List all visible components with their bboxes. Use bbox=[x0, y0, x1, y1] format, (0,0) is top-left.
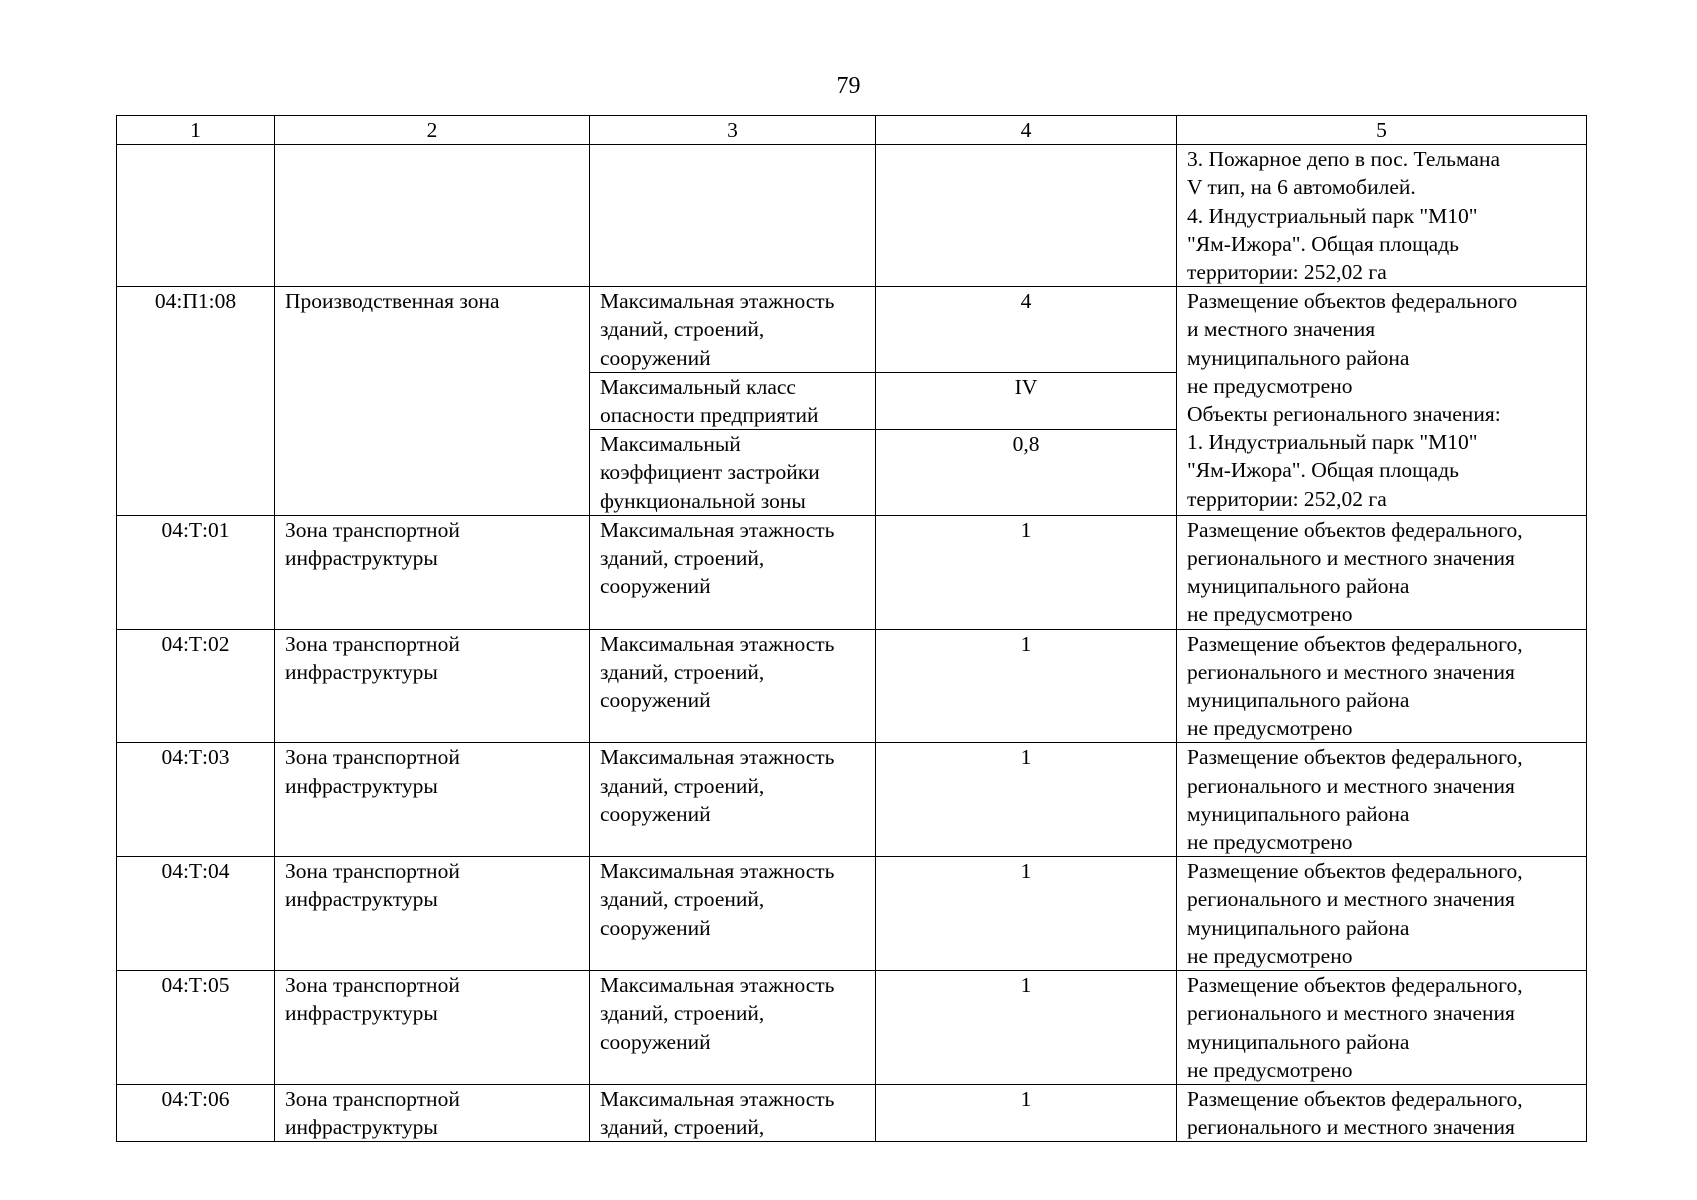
text-line: коэффициент застройки bbox=[600, 460, 820, 485]
zone-name: Производственная зона bbox=[275, 287, 590, 516]
text-line: сооружений bbox=[600, 688, 711, 713]
table-row bbox=[117, 1084, 1587, 1141]
parameter-cell bbox=[590, 743, 876, 857]
text-line: муниципального района bbox=[1187, 801, 1410, 826]
objects-cell bbox=[1177, 857, 1587, 971]
zone-name bbox=[275, 1084, 590, 1141]
text-line: Размещение объектов федерального, bbox=[1187, 517, 1523, 542]
text-line: территории: 252,02 га bbox=[1187, 486, 1387, 511]
text-line: сооружений bbox=[600, 345, 711, 370]
table-row bbox=[117, 629, 1587, 743]
objects-cell bbox=[1177, 145, 1587, 287]
zone-code: 04:П1:08 bbox=[117, 287, 275, 516]
table-row bbox=[117, 515, 1587, 629]
column-header-5: 5 bbox=[1177, 116, 1587, 145]
text-line: инфраструктуры bbox=[285, 659, 438, 684]
text-line: Зона транспортной bbox=[285, 973, 460, 998]
parameter-cell bbox=[590, 515, 876, 629]
text-line: регионального и местного значения bbox=[1187, 1001, 1515, 1026]
text-line: муниципального района bbox=[1187, 1029, 1410, 1054]
zone-name bbox=[275, 629, 590, 743]
column-header-3: 3 bbox=[590, 116, 876, 145]
text-line: инфраструктуры bbox=[285, 546, 438, 571]
text-line: Объекты регионального значения: bbox=[1187, 402, 1501, 427]
parameter-cell bbox=[590, 287, 876, 373]
text-line: сооружений bbox=[600, 1029, 711, 1054]
zone-name bbox=[275, 743, 590, 857]
parameter-value: IV bbox=[876, 372, 1177, 429]
text-line: Максимальный bbox=[600, 432, 741, 457]
parameter-value: 1 bbox=[876, 515, 1177, 629]
text-line: Размещение объектов федерального, bbox=[1187, 859, 1523, 884]
text-line: Максимальная этажность bbox=[600, 745, 835, 770]
text-line: Максимальная этажность bbox=[600, 631, 835, 656]
text-line: не предусмотрено bbox=[1187, 943, 1353, 968]
text-line: и местного значения bbox=[1187, 317, 1376, 342]
parameter-value: 1 bbox=[876, 971, 1177, 1085]
continuation-row bbox=[117, 145, 1587, 287]
parameter-value: 1 bbox=[876, 857, 1177, 971]
text-line: зданий, строений, bbox=[600, 1115, 765, 1140]
text-line: 1. Индустриальный парк "М10" bbox=[1187, 430, 1478, 455]
text-line: территории: 252,02 га bbox=[1187, 260, 1387, 285]
zone-code: 04:Т:01 bbox=[117, 515, 275, 629]
parameter-value: 1 bbox=[876, 743, 1177, 857]
text-line: Максимальная этажность bbox=[600, 973, 835, 998]
text-line: "Ям-Ижора". Общая площадь bbox=[1187, 458, 1459, 483]
text-line: сооружений bbox=[600, 801, 711, 826]
parameter-cell bbox=[590, 430, 876, 516]
text-line: Зона транспортной bbox=[285, 859, 460, 884]
text-line: не предусмотрено bbox=[1187, 373, 1353, 398]
text-line: Размещение объектов федерального, bbox=[1187, 631, 1523, 656]
text-line: инфраструктуры bbox=[285, 1115, 438, 1140]
text-line: Размещение объектов федерального bbox=[1187, 289, 1518, 314]
text-line: сооружений bbox=[600, 574, 711, 599]
table-row bbox=[117, 287, 1587, 373]
empty-cell bbox=[590, 145, 876, 287]
text-line: опасности предприятий bbox=[600, 403, 819, 428]
text-line: инфраструктуры bbox=[285, 773, 438, 798]
zone-name bbox=[275, 857, 590, 971]
zone-name bbox=[275, 515, 590, 629]
text-line: Максимальная этажность bbox=[600, 517, 835, 542]
text-line: V тип, на 6 автомобилей. bbox=[1187, 175, 1416, 200]
text-line: "Ям-Ижора". Общая площадь bbox=[1187, 231, 1459, 256]
text-line: муниципального района bbox=[1187, 688, 1410, 713]
parameter-cell bbox=[590, 857, 876, 971]
text-line: Максимальный класс bbox=[600, 374, 796, 399]
objects-cell bbox=[1177, 287, 1587, 516]
text-line: Зона транспортной bbox=[285, 1086, 460, 1111]
text-line: инфраструктуры bbox=[285, 1001, 438, 1026]
zone-code: 04:Т:04 bbox=[117, 857, 275, 971]
text-line: Зона транспортной bbox=[285, 745, 460, 770]
empty-cell bbox=[117, 145, 275, 287]
text-line: регионального и местного значения bbox=[1187, 773, 1515, 798]
text-line: регионального и местного значения bbox=[1187, 887, 1515, 912]
table-row bbox=[117, 971, 1587, 1085]
table-row bbox=[117, 743, 1587, 857]
column-header-2: 2 bbox=[275, 116, 590, 145]
zone-code: 04:Т:02 bbox=[117, 629, 275, 743]
column-number-row bbox=[117, 116, 1587, 145]
text-line: Размещение объектов федерального, bbox=[1187, 745, 1523, 770]
zone-code: 04:Т:06 bbox=[117, 1084, 275, 1141]
text-line: Зона транспортной bbox=[285, 517, 460, 542]
text-line: Зона транспортной bbox=[285, 631, 460, 656]
empty-cell bbox=[876, 145, 1177, 287]
zoning-table bbox=[116, 115, 1587, 1142]
objects-cell bbox=[1177, 743, 1587, 857]
parameter-value: 1 bbox=[876, 629, 1177, 743]
objects-cell bbox=[1177, 971, 1587, 1085]
zone-code: 04:Т:05 bbox=[117, 971, 275, 1085]
objects-cell bbox=[1177, 629, 1587, 743]
text-line: регионального и местного значения bbox=[1187, 546, 1515, 571]
zone-name bbox=[275, 971, 590, 1085]
text-line: зданий, строений, bbox=[600, 659, 765, 684]
text-line: Максимальная этажность bbox=[600, 1086, 835, 1111]
column-header-4: 4 bbox=[876, 116, 1177, 145]
text-line: зданий, строений, bbox=[600, 1001, 765, 1026]
column-header-1: 1 bbox=[117, 116, 275, 145]
text-line: муниципального района bbox=[1187, 345, 1410, 370]
text-line: сооружений bbox=[600, 915, 711, 940]
parameter-value: 1 bbox=[876, 1084, 1177, 1141]
text-line: не предусмотрено bbox=[1187, 602, 1353, 627]
text-line: не предусмотрено bbox=[1187, 716, 1353, 741]
text-line: Максимальная этажность bbox=[600, 289, 835, 314]
objects-cell bbox=[1177, 1084, 1587, 1141]
text-line: Максимальная этажность bbox=[600, 859, 835, 884]
text-line: Размещение объектов федерального, bbox=[1187, 1086, 1523, 1111]
text-line: регионального и местного значения bbox=[1187, 1115, 1515, 1140]
parameter-cell bbox=[590, 971, 876, 1085]
parameter-cell bbox=[590, 372, 876, 429]
text-line: муниципального района bbox=[1187, 915, 1410, 940]
parameter-cell bbox=[590, 1084, 876, 1141]
zone-code: 04:Т:03 bbox=[117, 743, 275, 857]
table-row bbox=[117, 857, 1587, 971]
text-line: функциональной зоны bbox=[600, 488, 806, 513]
parameter-cell bbox=[590, 629, 876, 743]
text-line: не предусмотрено bbox=[1187, 830, 1353, 855]
text-line: 4. Индустриальный парк "М10" bbox=[1187, 203, 1478, 228]
text-line: зданий, строений, bbox=[600, 773, 765, 798]
text-line: зданий, строений, bbox=[600, 317, 765, 342]
page-number: 79 bbox=[836, 73, 861, 99]
text-line: инфраструктуры bbox=[285, 887, 438, 912]
text-line: муниципального района bbox=[1187, 574, 1410, 599]
objects-cell bbox=[1177, 515, 1587, 629]
text-line: зданий, строений, bbox=[600, 887, 765, 912]
parameter-value: 0,8 bbox=[876, 430, 1177, 516]
text-line: регионального и местного значения bbox=[1187, 659, 1515, 684]
empty-cell bbox=[275, 145, 590, 287]
text-line: не предусмотрено bbox=[1187, 1057, 1353, 1082]
parameter-value: 4 bbox=[876, 287, 1177, 373]
text-line: зданий, строений, bbox=[600, 546, 765, 571]
text-line: 3. Пожарное депо в пос. Тельмана bbox=[1187, 147, 1500, 172]
text-line: Размещение объектов федерального, bbox=[1187, 973, 1523, 998]
